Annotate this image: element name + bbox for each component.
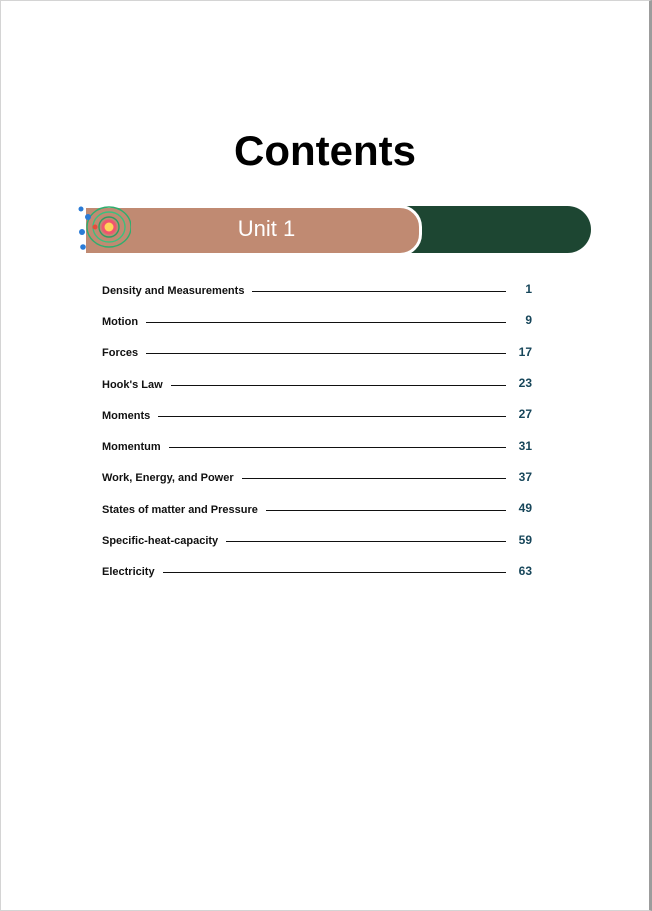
toc-page-number: 23 <box>518 376 532 391</box>
toc-entry-label: Motion <box>102 315 139 328</box>
toc-leader-line <box>146 322 506 323</box>
toc-page-number: 9 <box>525 313 532 328</box>
toc-leader-line <box>242 478 506 479</box>
toc-leader-line <box>266 510 506 511</box>
toc-entry-label: Density and Measurements <box>102 284 245 297</box>
toc-page-number: 31 <box>518 438 532 453</box>
toc-page-number: 59 <box>518 532 532 547</box>
toc-entry-label: Specific-heat-capacity <box>102 535 219 548</box>
atom-icon <box>75 203 131 257</box>
toc-entry-label: Electricity <box>102 566 155 579</box>
toc-entry[interactable] <box>102 400 532 431</box>
toc-entry-label: Moments <box>102 409 151 422</box>
toc-entry[interactable] <box>102 275 532 306</box>
toc-page-number: 63 <box>518 563 532 578</box>
toc-page-number: 49 <box>518 501 532 516</box>
toc-entry[interactable] <box>102 369 532 400</box>
unit-label: Unit 1 <box>237 216 296 241</box>
toc-entry-label: Work, Energy, and Power <box>102 472 234 485</box>
toc-page-number: 27 <box>518 407 532 422</box>
toc-page-number: 1 <box>525 282 532 297</box>
toc-entry-label: Forces <box>102 347 139 360</box>
toc-entry[interactable] <box>102 463 532 494</box>
toc-leader-line <box>226 541 506 542</box>
toc-entry[interactable] <box>102 338 532 369</box>
toc-entry[interactable] <box>102 525 532 556</box>
toc-leader-line <box>169 447 506 448</box>
unit-banner <box>75 205 593 255</box>
toc-leader-line <box>158 416 506 417</box>
toc-page-number: 37 <box>518 469 532 484</box>
toc-entry-label: States of matter and Pressure <box>102 503 258 516</box>
toc-page-number: 17 <box>518 344 532 359</box>
toc-entry-label: Hook's Law <box>102 378 163 391</box>
toc-leader-line <box>163 572 506 573</box>
toc-entry[interactable] <box>102 431 532 462</box>
toc-leader-line <box>146 353 506 354</box>
toc-entry[interactable] <box>102 494 532 525</box>
table-of-contents <box>102 275 532 588</box>
toc-entry[interactable] <box>102 557 532 588</box>
toc-entry-label: Momentum <box>102 441 161 454</box>
toc-leader-line <box>252 291 506 292</box>
toc-leader-line <box>171 385 506 386</box>
page-title: Contents <box>234 127 416 174</box>
toc-entry[interactable] <box>102 306 532 337</box>
